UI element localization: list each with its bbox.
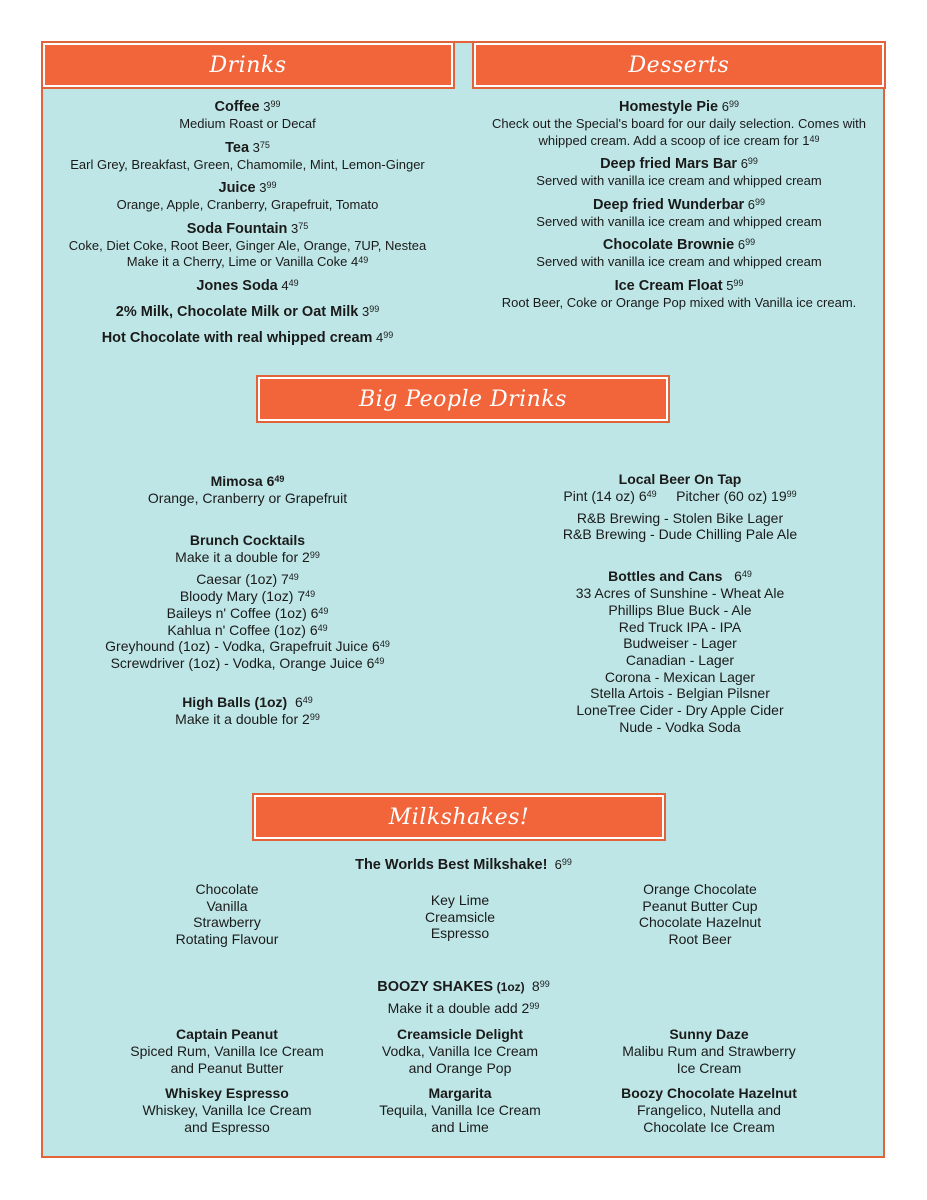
local-beer-item [510,471,850,543]
menu-item [60,220,435,271]
list-item: Espresso [430,925,490,942]
list-item: Budweiser - Lager [623,635,737,652]
boozy-shake [350,1026,570,1076]
bottles-cans-item [510,568,850,735]
item-description: Medium Roast or Decaf [179,116,316,131]
menu-item [60,98,435,133]
item-name: Chocolate Brownie [602,237,735,253]
item-name: Hot Chocolate with real whipped cream [101,329,373,346]
item-description: Whiskey, Vanilla Ice Cream [142,1102,312,1118]
item-description: and Lime [431,1118,489,1135]
item-price: $4^{99}$ [376,329,394,345]
cocktails-column [80,473,415,727]
list-item: Strawberry [193,914,261,931]
item-description: Served with vanilla ice cream and whipped cream [536,254,822,269]
item-description: Spiced Rum, Vanilla Ice Cream [130,1043,324,1059]
list-item: Orange Chocolate [643,881,757,897]
item-price: $6^{99}$ [721,99,739,114]
list-item: Stella Artois - Belgian Pilsner [590,685,770,702]
item-description: Vodka, Vanilla Ice Cream [381,1043,539,1059]
item-name: Tea [225,139,250,156]
cocktail-list [80,571,415,671]
flavour-column-3 [595,881,805,948]
item-name: Margarita [428,1085,492,1101]
double-note: Make it a double for $2^{99}$ [175,710,320,727]
list-item: Canadian - Lager [625,651,735,668]
list-item: Nude - Vodka Soda [619,718,741,735]
boozy-shake [117,1085,337,1135]
item-name: Captain Peanut [176,1026,278,1042]
item-name: Deep fried Wunderbar [592,196,745,213]
list-item: Greyhound (1oz) - Vodka, Grapefruit Juice $6^{49}$ [105,638,390,655]
list-item: Vanilla [206,897,248,914]
boozy-shake [599,1026,819,1076]
list-item: Bloody Mary (1oz) $7^{49}$ [179,588,316,605]
desserts-banner: Desserts [474,43,884,87]
item-price: $6^{49}$ [294,693,313,710]
drinks-list [60,98,435,353]
item-description: Served with vanilla ice cream and whipped cream [536,173,822,188]
item-description: Frangelico, Nutella and [637,1102,781,1118]
boozy-title: BOOZY SHAKES (1oz) $8^{99}$ [377,978,550,995]
menu-item [486,196,872,231]
drinks-banner: Drinks [43,43,453,87]
item-name: Soda Fountain [186,220,288,237]
list-item: Peanut Butter Cup [642,897,758,914]
item-name: The Worlds Best Milkshake! [355,857,548,873]
list-item: 33 Acres of Sunshine - Wheat Ale [575,585,785,602]
item-description: and Orange Pop [408,1059,512,1076]
list-item: Caesar (1oz) $7^{49}$ [196,571,299,588]
item-description: Root Beer, Coke or Orange Pop mixed with Vanilla ice cream. [501,294,857,310]
item-description: Coke, Diet Coke, Root Beer, Ginger Ale, Orange, 7UP, Nestea [68,237,427,253]
item-name: Mimosa $6^{49}$ [210,473,285,489]
item-price: $6^{99}$ [747,196,766,212]
item-description: Tequila, Vanilla Ice Cream [379,1102,541,1118]
boozy-shake [117,1026,337,1076]
item-price: $3^{75}$ [291,220,309,236]
item-name: Coffee [214,99,260,115]
menu-item [486,98,872,149]
item-name: Homestyle Pie [618,99,719,115]
item-price: $6^{99}$ [554,857,572,872]
item-name: Juice [218,180,256,196]
item-description: Ice Cream [676,1059,742,1076]
item-description: and Peanut Butter [170,1059,284,1076]
menu-item [60,329,435,347]
item-price: $3^{99}$ [263,99,281,114]
item-name: Jones Soda [196,277,278,294]
milkshakes-banner: Milkshakes! [254,795,664,839]
item-name: Deep fried Mars Bar [600,156,738,172]
item-price: $3^{75}$ [252,139,270,155]
boozy-shake [350,1085,570,1135]
item-description: Orange, Apple, Cranberry, Grapefruit, Tomato [116,197,379,212]
item-name: Ice Cream Float [614,277,723,294]
item-price: $5^{99}$ [726,277,744,293]
beer-column [510,471,850,735]
list-item: Chocolate [195,881,259,897]
big-people-drinks-banner: Big People Drinks [258,377,668,421]
list-item: Corona - Mexican Lager [604,668,756,685]
list-item: Kahlua n' Coffee (1oz) $6^{49}$ [167,621,328,638]
menu-item [486,155,872,190]
item-price: $4^{49}$ [281,277,299,293]
list-item: R&B Brewing - Dude Chilling Pale Ale [562,526,798,543]
list-item: Chocolate Hazelnut [638,914,762,931]
double-note: Make it a double add $2^{99}$ [387,1000,540,1016]
menu-item [486,277,872,312]
flavour-column-1 [127,881,327,948]
list-item: Baileys n' Coffee (1oz) $6^{49}$ [166,604,329,621]
boozy-shakes-header [60,978,867,1017]
item-name: Boozy Chocolate Hazelnut [621,1085,797,1101]
flavour-column-2 [360,892,560,942]
item-price: $6^{99}$ [740,156,758,171]
list-item: Red Truck IPA - IPA [618,618,742,635]
item-name: High Balls (1oz) [182,693,288,710]
menu-item [60,277,435,295]
list-item: LoneTree Cider - Dry Apple Cider [576,702,784,719]
item-price: $6^{49}$ [734,568,752,585]
item-name: Whiskey Espresso [165,1085,289,1101]
double-note: Make it a double for $2^{99}$ [175,548,320,565]
list-item: Rotating Flavour [175,931,279,948]
item-description: Check out the Special's board for our daily selection. Comes with [492,116,866,131]
item-name: Bottles and Cans [608,568,723,585]
item-description: Earl Grey, Breakfast, Green, Chamomile, Mint, Lemon-Ginger [70,156,425,172]
list-item: R&B Brewing - Stolen Bike Lager [576,509,784,526]
item-description: Served with vanilla ice cream and whipped cream [536,213,822,229]
item-description: whipped cream. Add a scoop of ice cream for $1^{49}$ [538,132,820,148]
item-name: Brunch Cocktails [189,531,306,548]
high-balls-item [80,694,415,728]
item-description: Orange, Cranberry or Grapefruit [147,490,348,506]
item-name: Creamsicle Delight [396,1026,524,1042]
item-description: and Espresso [184,1118,270,1135]
menu-item [60,303,435,321]
milkshake-title [60,856,867,874]
list-item: Root Beer [668,931,732,948]
boozy-shake [594,1085,824,1135]
list-item: Screwdriver (1oz) - Vodka, Orange Juice $6^{49}$ [110,654,385,671]
list-item: Phillips Blue Buck - Ale [608,601,752,618]
tap-prices: Pint (14 oz) $6^{49}$ Pitcher (60 oz) $19^{99}$ [563,488,797,504]
list-item: Creamsicle [424,908,495,925]
menu-item [60,139,435,174]
list-item: Key Lime [430,892,490,908]
brunch-cocktails-item [80,532,415,566]
item-name: 2% Milk, Chocolate Milk or Oat Milk [115,303,359,320]
item-description: Make it a Cherry, Lime or Vanilla Coke $4^{49}$ [126,254,369,269]
mimosa-item [80,473,415,507]
item-name: Sunny Daze [669,1026,749,1042]
menu-item [60,179,435,214]
menu-item [486,236,872,271]
item-price: $3^{99}$ [259,180,277,195]
item-description: Malibu Rum and Strawberry [622,1043,796,1059]
item-description: Chocolate Ice Cream [643,1118,775,1135]
item-name: Local Beer On Tap [618,471,742,487]
item-price: $6^{99}$ [737,237,756,252]
item-price: $3^{99}$ [361,303,380,319]
desserts-list [486,98,872,317]
